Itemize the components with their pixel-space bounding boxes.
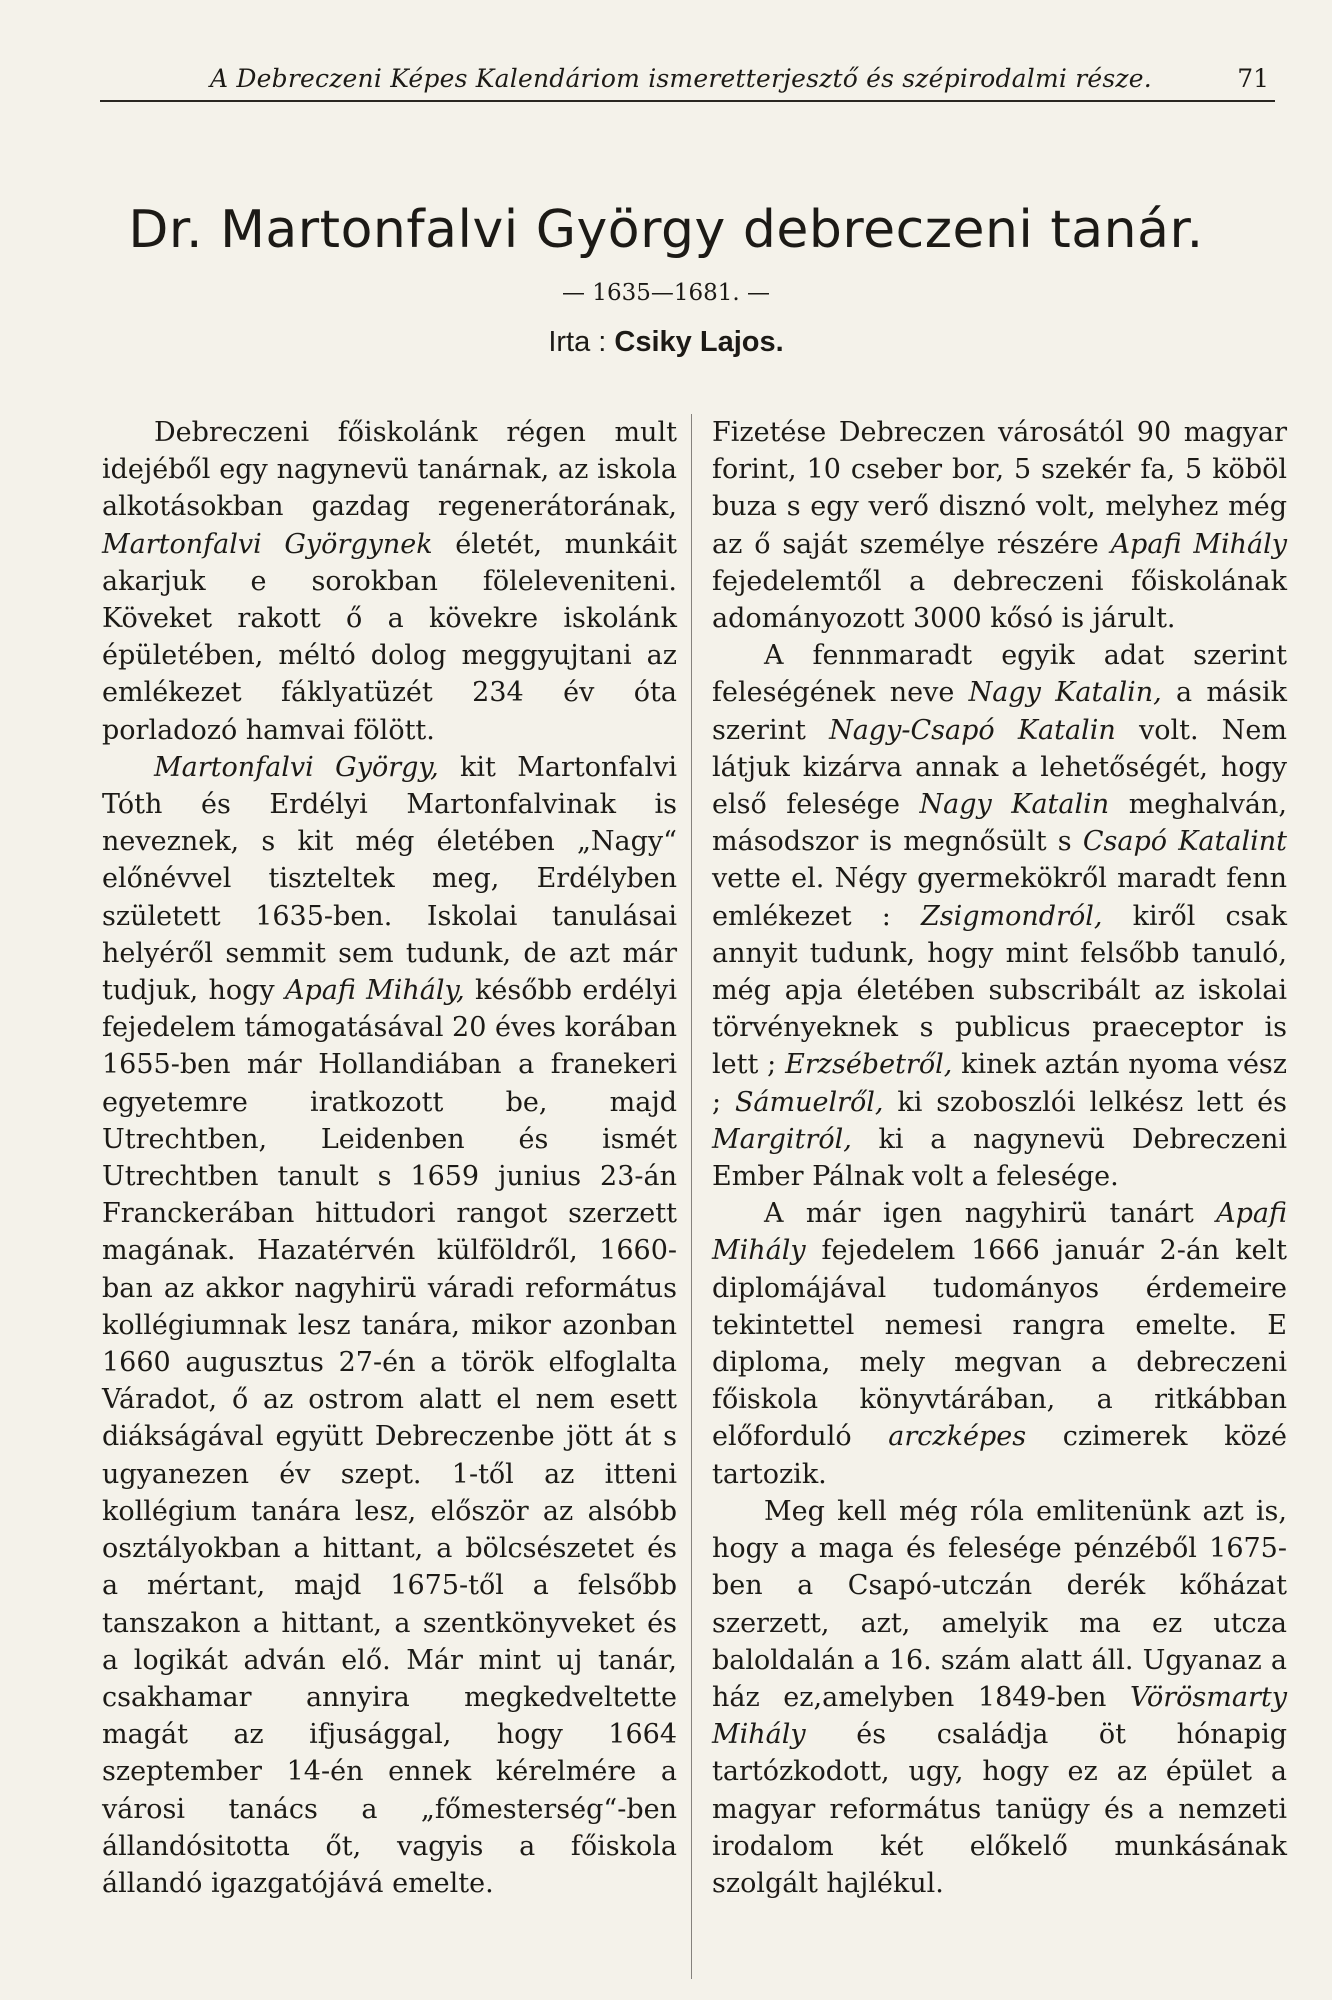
- byline-prefix: Irta :: [548, 326, 615, 358]
- italic-name: Apafi Mihály,: [284, 975, 465, 1007]
- article-byline: [0, 326, 1332, 359]
- paragraph: [712, 1195, 1287, 1493]
- text-run: kit Martonfalvi Tóth és Erdélyi Martonfalvinak is neveznek, s kit még életében „Nagy“ előnévvel tiszteltek meg, Erdélyben született 1635-ben. Iskolai tanulásai helyéről semmit sem tudunk, de azt már tudjuk, hogy: [102, 751, 677, 1007]
- text-run: Debreczeni főiskolánk régen mult idejéből egy nagynevü tanárnak, az iskola alkotásokban gazdag regenerátorának,: [102, 417, 677, 523]
- paragraph: [102, 414, 677, 749]
- italic-name: Martonfalvi Györgynek: [102, 528, 433, 560]
- author-name: Csiky Lajos.: [614, 326, 784, 358]
- text-run: meghalván, másodszor is megnősült s: [712, 789, 1287, 858]
- running-header-title: A Debreczeni Képes Kalendáriom ismeretterjesztő és szépirodalmi része.: [210, 64, 1152, 93]
- italic-name: Vörösmarty Mihály: [712, 1681, 1287, 1751]
- text-run: fejedelem 1666 január 2-án kelt diplomájával tudományos érdemeire tekintettel nemesi rangra emelte. E diploma, mely megvan a debreczeni főiskola könyvtárában, a ritkábban előforduló: [712, 1235, 1287, 1453]
- text-run: Meg kell még róla emlitenünk azt is, hogy a maga és felesége pénzéből 1675-ben a Csapó-utczán derék kőházat szerzett, azt, amelyik ma ez utcza baloldalán a 16. szám alatt áll. Ugyanaz a ház ez,amelyben 1849-ben: [712, 1495, 1287, 1713]
- paragraph: [712, 1493, 1287, 1902]
- text-run: fejedelemtől a debreczeni főiskolának adományozott 3000 kősó is járult.: [712, 565, 1287, 635]
- text-run: később erdélyi fejedelem támogatásával 20 éves korában 1655-ben már Hollandiában a franekeri egyetemre iratkozott be, majd Utrechtben, Leidenben és ismét Utrechtben tanult s 1659 junius 23-án Franckerában hittudori rangot szerzett magának. Hazatérvén külföldről, 1660-ban az akkor nagyhirü váradi református kollégiumnak lesz tanára, mikor azonban 1660 augusztus 27-én a török elfoglalta Váradot, ő az ostrom alatt el nem esett diákságával együtt Debreczenbe jött át s ugyanezen év szept. 1-től az itteni kollégium tanára lesz, először az alsóbb osztályokban a hittant, a bölcsészetet és a mértant, majd 1675-től a felsőbb tanszakon a hittant, a szentkönyveket és a logikát adván elő. Már mint uj tanár, csakhamar annyira megkedveltette magát az ifjusággal, hogy 1664 szeptember 14-én ennek kérelmére a városi tanács a „főmesterség“-ben állandósitotta őt, vagyis a főiskola állandó igazgatójává emelte.: [102, 975, 678, 1899]
- italic-name: Erzsébetről,: [785, 1049, 953, 1081]
- page-number: 71: [1237, 64, 1269, 93]
- italic-name: Nagy Katalin: [919, 789, 1110, 821]
- text-run: életét, munkáit akarjuk e sorokban föleleveniteni. Köveket rakott ő a kövekre iskolánk épületében, méltó dolog meggyujtani az emlékezet fáklyatüzét 234 év óta porladozó hamvai fölött.: [102, 528, 678, 746]
- italic-word: arczképes: [888, 1421, 1027, 1453]
- text-run: ki a nagynevü Debreczeni Ember Pálnak volt a felesége.: [712, 1123, 1287, 1193]
- italic-name: Apafi Mihály: [712, 1198, 1287, 1267]
- article-years: — 1635—1681. —: [562, 280, 770, 306]
- italic-name: Nagy-Csapó Katalin: [829, 714, 1116, 746]
- article-title: Dr. Martonfalvi György debreczeni tanár.: [128, 200, 1204, 260]
- right-column: [712, 414, 1287, 1902]
- italic-name: Csapó Katalint: [1082, 826, 1287, 858]
- italic-name: Sámuelről,: [734, 1086, 884, 1118]
- text-run: kiről csak annyit tudunk, hogy mint felsőbb tanuló, még apja életében subscribált az iskolai törvényeknek s publicus praeceptor is lett ;: [712, 900, 1287, 1081]
- paragraph: [102, 749, 677, 1902]
- paragraph: [712, 637, 1287, 1195]
- text-run: vette el. Négy gyermekökről maradt fenn emlékezet :: [712, 863, 1287, 932]
- text-run: kinek aztán nyoma vész ;: [712, 1049, 1288, 1118]
- italic-name: Nagy Katalin,: [968, 677, 1162, 709]
- text-run: czimerek közé tartozik.: [712, 1421, 1288, 1490]
- text-run: volt. Nem látjuk kizárva annak a lehetőségét, hogy első felesége: [712, 714, 1287, 821]
- text-run: A fennmaradt egyik adat szerint feleségének neve: [712, 640, 1287, 709]
- text-run: A már igen nagyhirü tanárt: [764, 1198, 1217, 1230]
- text-run: Fizetése Debreczen városától 90 magyar forint, 10 cseber bor, 5 szekér fa, 5 köböl buza s egy verő disznó volt, melyhez még az ő saját személye részére: [712, 417, 1287, 560]
- running-header: [100, 56, 1275, 102]
- italic-name: Martonfalvi György,: [154, 751, 439, 783]
- text-run: a másik szerint: [712, 677, 1287, 746]
- paragraph: [712, 414, 1287, 637]
- italic-name: Margitról,: [712, 1123, 852, 1155]
- text-run: ki szoboszlói lelkész lett és: [883, 1086, 1287, 1118]
- text-run: és családja öt hónapig tartózkodott, ugy, hogy ez az épület a magyar református tanügy és a nemzeti irodalom két előkelő munkásának szolgált hajlékul.: [712, 1719, 1287, 1899]
- left-column: [102, 414, 677, 1902]
- italic-name: Apafi Mihály: [1110, 528, 1287, 560]
- column-divider: [691, 414, 692, 1979]
- italic-name: Zsigmondról,: [921, 900, 1103, 932]
